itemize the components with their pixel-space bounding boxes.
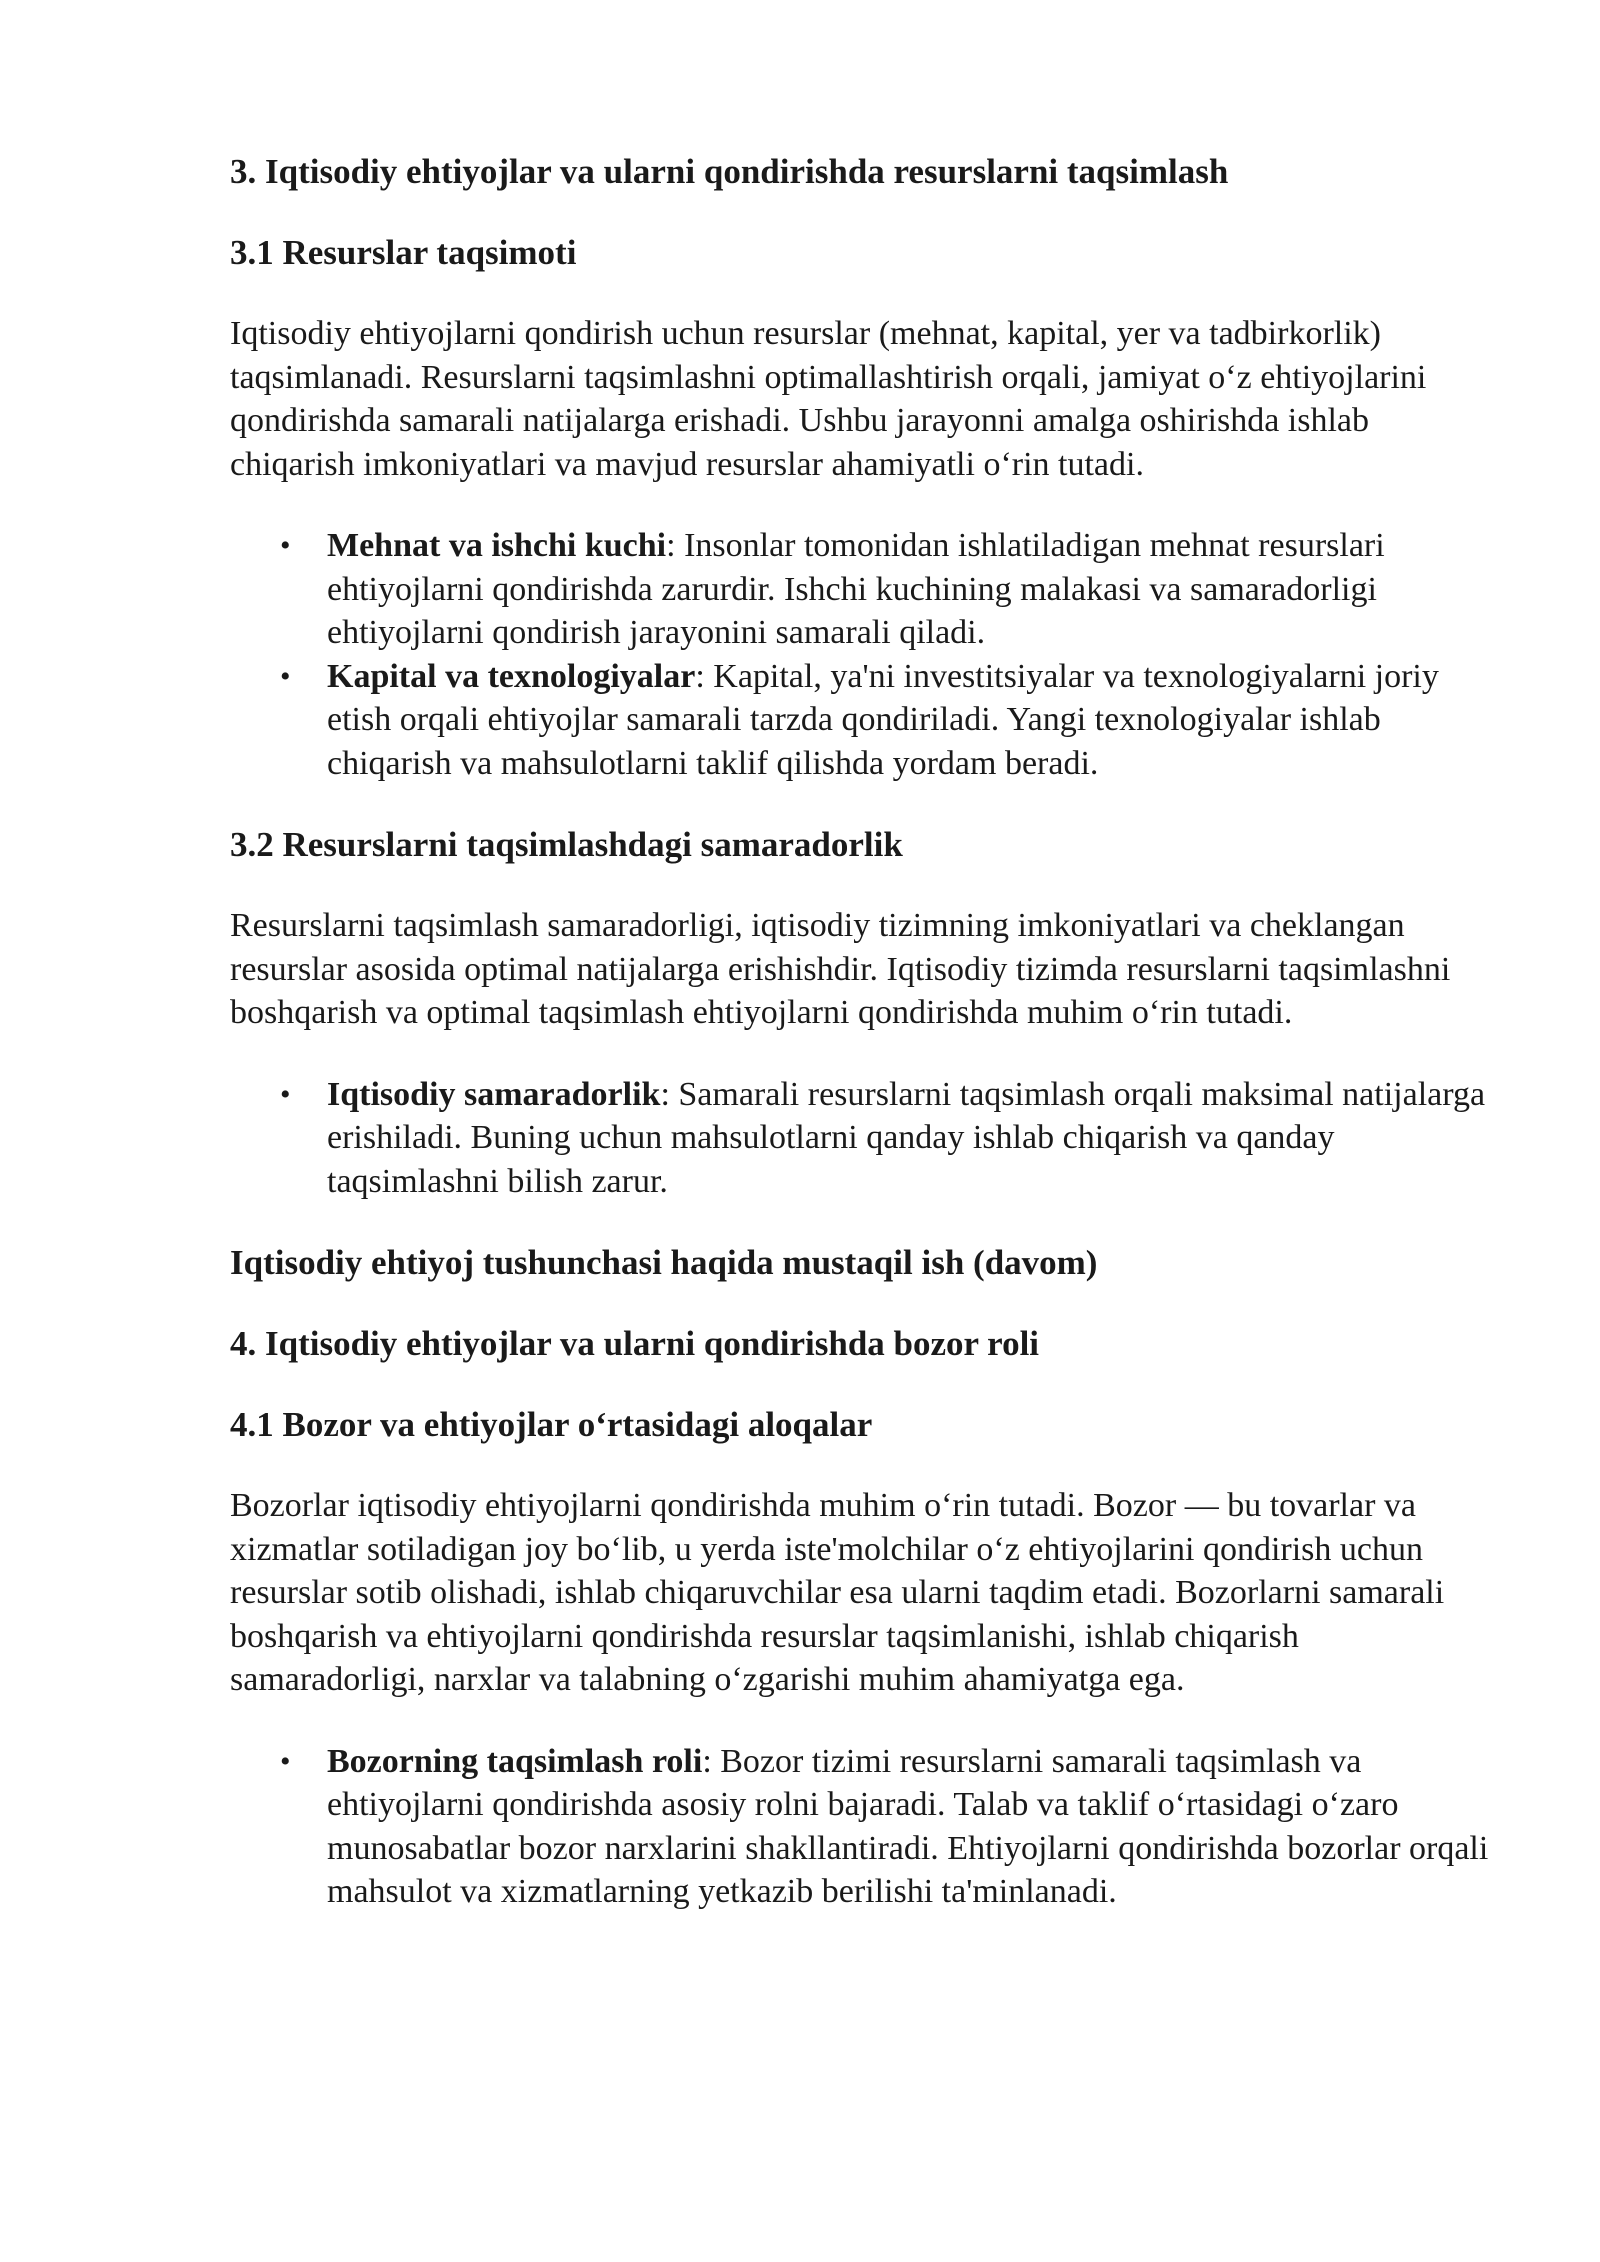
continuation-heading: Iqtisodiy ehtiyoj tushunchasi haqida mustaqil ish (davom) xyxy=(230,1243,1098,1282)
section-4-1-paragraph: Bozorlar iqtisodiy ehtiyojlarni qondirishda muhim o‘rin tutadi. Bozor — bu tovarlar va xizmatlar sotiladigan joy bo‘lib, u yerda iste'molchilar o‘z ehtiyojlarini qondirish uchun resurslar sotib olishadi, ishlab chiqaruvchilar esa ularni taqdim etadi. Bozorlarni samarali boshqarish va ehtiyojlarni qondirishda resurslar taqsimlanishi, ishlab chiqarish samaradorligi, narxlar va talabning o‘zgarishi muhim ahamiyatga ega. xyxy=(230,1487,1445,1698)
bullet-icon: • xyxy=(280,659,291,693)
list-item xyxy=(230,524,1500,655)
list-item-text: : Kapital, ya'ni investitsiyalar va texnologiyalarni joriy etish orqali ehtiyojlar samarali tarzda qondiriladi. Yangi texnologiyalar ishlab chiqarish va mahsulotlarni taklif qilishda yordam beradi. xyxy=(327,657,1439,782)
section-4-heading: 4. Iqtisodiy ehtiyojlar va ularni qondirishda bozor roli xyxy=(230,1324,1040,1363)
list-item-term: Mehnat va ishchi kuchi xyxy=(327,527,667,564)
list-item-term: Kapital va texnologiyalar xyxy=(327,657,696,695)
list-item-text: : Samarali resurslarni taqsimlash orqali maksimal natijalarga erishiladi. Buning uchun mahsulotlarni qanday ishlab chiqarish va qanday taqsimlashni bilish zarur. xyxy=(327,1075,1486,1200)
section-3-heading: 3. Iqtisodiy ehtiyojlar va ularni qondirishda resurslarni taqsimlash xyxy=(230,152,1229,191)
section-3-2-paragraph: Resurslarni taqsimlash samaradorligi, iqtisodiy tizimning imkoniyatlari va cheklangan resurslar asosida optimal natijalarga erishishdir. Iqtisodiy tizimda resurslarni taqsimlashni boshqarish va optimal taqsimlash ehtiyojlarni qondirishda muhim o‘rin tutadi. xyxy=(230,907,1451,1031)
bullet-icon: • xyxy=(280,1744,291,1778)
section-3-1-list xyxy=(230,524,1500,785)
document-page xyxy=(230,150,1500,1952)
bullet-icon: • xyxy=(280,529,291,562)
section-3-1-paragraph: Iqtisodiy ehtiyojlarni qondirish uchun resurslar (mehnat, kapital, yer va tadbirkorlik) taqsimlanadi. Resurslarni taqsimlashni optimallashtirish orqali, jamiyat o‘z ehtiyojlarini qondirishda samarali natijalarga erishadi. Ushbu jarayonni amalga oshirishda ishlab chiqarish imkoniyatlari va mavjud resurslar ahamiyatli o‘rin tutadi. xyxy=(230,315,1427,483)
section-3-1-heading: 3.1 Resurslar taqsimoti xyxy=(230,233,577,272)
section-3-2-list xyxy=(230,1073,1500,1204)
list-item-text: : Bozor tizimi resurslarni samarali taqsimlash va ehtiyojlarni qondirishda asosiy rolni bajaradi. Talab va taklif o‘rtasidagi o‘zaro munosabatlar bozor narxlarini shakllantiradi. Ehtiyojlarni qondirishda bozorlar orqali mahsulot va xizmatlarning yetkazib berilishi ta'minlanadi. xyxy=(327,1742,1489,1910)
section-4-1-list xyxy=(230,1740,1500,1914)
section-4-1-heading: 4.1 Bozor va ehtiyojlar o‘rtasidagi aloqalar xyxy=(230,1405,873,1444)
bullet-icon: • xyxy=(280,1077,291,1111)
list-item-term: Bozorning taqsimlash roli xyxy=(327,1742,703,1780)
list-item xyxy=(230,1073,1500,1204)
list-item xyxy=(230,655,1500,786)
list-item-text: : Insonlar tomonidan ishlatiladigan mehnat resurslari ehtiyojlarni qondirishda zarurdir. Ishchi kuchining malakasi va samaradorligi ehtiyojlarni qondirish jarayonini samarali qiladi. xyxy=(327,527,1385,651)
section-3-2-heading: 3.2 Resurslarni taqsimlashdagi samaradorlik xyxy=(230,825,903,864)
list-item-term: Iqtisodiy samaradorlik xyxy=(327,1075,661,1113)
list-item xyxy=(230,1740,1500,1914)
